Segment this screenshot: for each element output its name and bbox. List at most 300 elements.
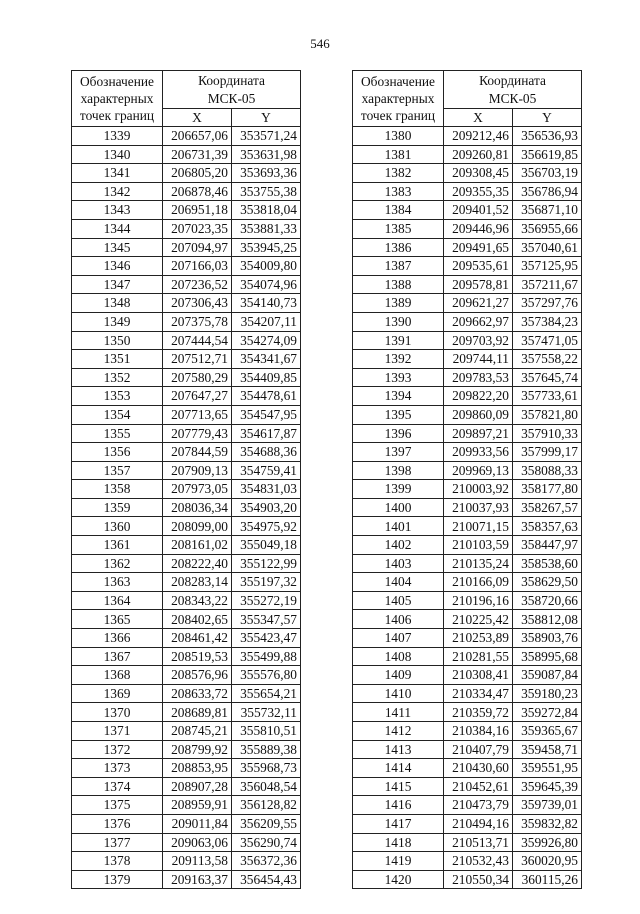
y-coordinate-cell: 353693,36 (232, 164, 301, 183)
header-coordinate (163, 71, 301, 109)
point-number-cell: 1375 (72, 796, 163, 815)
table-row (72, 331, 301, 350)
y-coordinate-cell: 357471,05 (513, 331, 582, 350)
point-number-cell: 1405 (353, 591, 444, 610)
table-row (353, 666, 582, 685)
x-coordinate-cell: 210494,16 (444, 814, 513, 833)
point-number-cell: 1365 (72, 610, 163, 629)
x-coordinate-cell: 206878,46 (163, 182, 232, 201)
table-row (353, 833, 582, 852)
x-coordinate-cell: 209621,27 (444, 294, 513, 313)
point-number-cell: 1339 (72, 127, 163, 146)
point-number-cell: 1361 (72, 536, 163, 555)
y-coordinate-cell: 353571,24 (232, 127, 301, 146)
x-coordinate-cell: 210359,72 (444, 703, 513, 722)
y-coordinate-cell: 354975,92 (232, 517, 301, 536)
y-coordinate-cell: 357211,67 (513, 275, 582, 294)
x-coordinate-cell: 208853,95 (163, 759, 232, 778)
point-number-cell: 1394 (353, 387, 444, 406)
x-coordinate-cell: 209535,61 (444, 257, 513, 276)
y-coordinate-cell: 354688,36 (232, 443, 301, 462)
x-coordinate-cell: 209783,53 (444, 368, 513, 387)
point-number-cell: 1363 (72, 573, 163, 592)
table-row (353, 517, 582, 536)
y-coordinate-cell: 356454,43 (232, 870, 301, 889)
y-coordinate-cell: 358538,60 (513, 554, 582, 573)
table-row (72, 796, 301, 815)
table-row (353, 629, 582, 648)
table-row (72, 703, 301, 722)
table-row (353, 610, 582, 629)
point-number-cell: 1402 (353, 536, 444, 555)
table-row (353, 424, 582, 443)
table-row (72, 740, 301, 759)
y-coordinate-cell: 356128,82 (232, 796, 301, 815)
x-coordinate-cell: 210407,79 (444, 740, 513, 759)
y-coordinate-cell: 355423,47 (232, 629, 301, 648)
y-coordinate-cell: 358357,63 (513, 517, 582, 536)
point-number-cell: 1417 (353, 814, 444, 833)
y-coordinate-cell: 358088,33 (513, 461, 582, 480)
point-number-cell: 1357 (72, 461, 163, 480)
x-coordinate-cell: 209163,37 (163, 870, 232, 889)
y-coordinate-cell: 355272,19 (232, 591, 301, 610)
table-row (72, 368, 301, 387)
point-number-cell: 1359 (72, 498, 163, 517)
point-number-cell: 1373 (72, 759, 163, 778)
table-row (353, 573, 582, 592)
table-row (353, 870, 582, 889)
y-coordinate-cell: 358177,80 (513, 480, 582, 499)
table-row (72, 257, 301, 276)
y-coordinate-cell: 355968,73 (232, 759, 301, 778)
point-number-cell: 1346 (72, 257, 163, 276)
table-row (353, 591, 582, 610)
table-row (72, 517, 301, 536)
y-coordinate-cell: 354140,73 (232, 294, 301, 313)
table-row (353, 182, 582, 201)
x-coordinate-cell: 209662,97 (444, 312, 513, 331)
point-number-cell: 1400 (353, 498, 444, 517)
x-coordinate-cell: 210473,79 (444, 796, 513, 815)
y-coordinate-cell: 357999,17 (513, 443, 582, 462)
point-number-cell: 1369 (72, 684, 163, 703)
x-coordinate-cell: 208343,22 (163, 591, 232, 610)
y-coordinate-cell: 355732,11 (232, 703, 301, 722)
table-row (72, 536, 301, 555)
point-number-cell: 1368 (72, 666, 163, 685)
x-coordinate-cell: 209308,45 (444, 164, 513, 183)
table-row (72, 610, 301, 629)
table-row (72, 684, 301, 703)
table-row (72, 164, 301, 183)
y-coordinate-cell: 356871,10 (513, 201, 582, 220)
table-row (353, 852, 582, 871)
page-number: 546 (310, 36, 330, 51)
y-coordinate-cell: 358629,50 (513, 573, 582, 592)
point-number-cell: 1377 (72, 833, 163, 852)
point-number-cell: 1407 (353, 629, 444, 648)
x-coordinate-cell: 207580,29 (163, 368, 232, 387)
coordinates-table-left (71, 70, 301, 889)
table-row (72, 498, 301, 517)
point-number-cell: 1347 (72, 275, 163, 294)
y-coordinate-cell: 354274,09 (232, 331, 301, 350)
y-coordinate-cell: 353945,25 (232, 238, 301, 257)
point-number-cell: 1406 (353, 610, 444, 629)
point-number-cell: 1350 (72, 331, 163, 350)
point-number-cell: 1398 (353, 461, 444, 480)
y-coordinate-cell: 354074,96 (232, 275, 301, 294)
point-number-cell: 1381 (353, 145, 444, 164)
y-coordinate-cell: 355810,51 (232, 722, 301, 741)
table-row (72, 759, 301, 778)
y-coordinate-cell: 354903,20 (232, 498, 301, 517)
point-number-cell: 1358 (72, 480, 163, 499)
table-row (353, 331, 582, 350)
y-coordinate-cell: 355889,38 (232, 740, 301, 759)
table-row (72, 312, 301, 331)
point-number-cell: 1419 (353, 852, 444, 871)
x-coordinate-cell: 208161,02 (163, 536, 232, 555)
y-coordinate-cell: 360020,95 (513, 852, 582, 871)
header-code-line: характерных (361, 90, 435, 106)
x-coordinate-cell: 206951,18 (163, 201, 232, 220)
table-row (72, 852, 301, 871)
table-body-right (353, 127, 582, 889)
y-coordinate-cell: 356619,85 (513, 145, 582, 164)
table-row (353, 461, 582, 480)
point-number-cell: 1404 (353, 573, 444, 592)
point-number-cell: 1374 (72, 777, 163, 796)
point-number-cell: 1415 (353, 777, 444, 796)
point-number-cell: 1354 (72, 405, 163, 424)
y-coordinate-cell: 357040,61 (513, 238, 582, 257)
x-coordinate-cell: 207444,54 (163, 331, 232, 350)
x-coordinate-cell: 209744,11 (444, 350, 513, 369)
table-row (72, 145, 301, 164)
point-number-cell: 1395 (353, 405, 444, 424)
x-coordinate-cell: 209355,35 (444, 182, 513, 201)
x-coordinate-cell: 207375,78 (163, 312, 232, 331)
point-number-cell: 1360 (72, 517, 163, 536)
table-row (353, 554, 582, 573)
y-coordinate-cell: 356536,93 (513, 127, 582, 146)
y-coordinate-cell: 354207,11 (232, 312, 301, 331)
x-coordinate-cell: 207094,97 (163, 238, 232, 257)
x-coordinate-cell: 209969,13 (444, 461, 513, 480)
header-coordinate-system: МСК-05 (488, 90, 537, 106)
y-coordinate-cell: 359180,23 (513, 684, 582, 703)
point-number-cell: 1366 (72, 629, 163, 648)
table-row (353, 684, 582, 703)
table-row (353, 740, 582, 759)
x-coordinate-cell: 207236,52 (163, 275, 232, 294)
x-coordinate-cell: 208745,21 (163, 722, 232, 741)
point-number-cell: 1388 (353, 275, 444, 294)
y-coordinate-cell: 359087,84 (513, 666, 582, 685)
point-number-cell: 1352 (72, 368, 163, 387)
table-row (72, 461, 301, 480)
header-coordinate (444, 71, 582, 109)
x-coordinate-cell: 209113,58 (163, 852, 232, 871)
table-row (72, 554, 301, 573)
x-coordinate-cell: 208402,65 (163, 610, 232, 629)
table-row (353, 145, 582, 164)
table-row (353, 722, 582, 741)
table-row (72, 405, 301, 424)
table-body-left (72, 127, 301, 889)
header-coordinate-system: МСК-05 (207, 90, 256, 106)
point-number-cell: 1367 (72, 647, 163, 666)
x-coordinate-cell: 206657,06 (163, 127, 232, 146)
y-coordinate-cell: 358812,08 (513, 610, 582, 629)
x-coordinate-cell: 209860,09 (444, 405, 513, 424)
y-coordinate-cell: 357384,23 (513, 312, 582, 331)
point-number-cell: 1386 (353, 238, 444, 257)
table-row (353, 368, 582, 387)
table-row (72, 424, 301, 443)
x-coordinate-cell: 208959,91 (163, 796, 232, 815)
table-row (72, 833, 301, 852)
y-coordinate-cell: 355499,88 (232, 647, 301, 666)
table-row (353, 647, 582, 666)
point-number-cell: 1341 (72, 164, 163, 183)
coordinates-table-right (352, 70, 582, 889)
y-coordinate-cell: 354478,61 (232, 387, 301, 406)
y-coordinate-cell: 358720,66 (513, 591, 582, 610)
table-row (72, 629, 301, 648)
point-number-cell: 1364 (72, 591, 163, 610)
x-coordinate-cell: 210003,92 (444, 480, 513, 499)
x-coordinate-cell: 210253,89 (444, 629, 513, 648)
header-code-line: точек границ (360, 108, 436, 124)
point-number-cell: 1396 (353, 424, 444, 443)
y-coordinate-cell: 356290,74 (232, 833, 301, 852)
y-coordinate-cell: 357910,33 (513, 424, 582, 443)
header-coordinate-line: Координата (479, 73, 546, 89)
x-coordinate-cell: 208461,42 (163, 629, 232, 648)
x-coordinate-cell: 209578,81 (444, 275, 513, 294)
table-row (72, 722, 301, 741)
point-number-cell: 1391 (353, 331, 444, 350)
x-coordinate-cell: 208283,14 (163, 573, 232, 592)
x-coordinate-cell: 208799,92 (163, 740, 232, 759)
y-coordinate-cell: 359926,80 (513, 833, 582, 852)
x-coordinate-cell: 209933,56 (444, 443, 513, 462)
point-number-cell: 1344 (72, 219, 163, 238)
x-coordinate-cell: 208576,96 (163, 666, 232, 685)
header-x: X (444, 109, 513, 127)
y-coordinate-cell: 353818,04 (232, 201, 301, 220)
x-coordinate-cell: 207973,05 (163, 480, 232, 499)
point-number-cell: 1376 (72, 814, 163, 833)
y-coordinate-cell: 358447,97 (513, 536, 582, 555)
x-coordinate-cell: 209063,06 (163, 833, 232, 852)
y-coordinate-cell: 356209,55 (232, 814, 301, 833)
table-row (353, 536, 582, 555)
x-coordinate-cell: 210452,61 (444, 777, 513, 796)
point-number-cell: 1345 (72, 238, 163, 257)
table-row (353, 312, 582, 331)
point-number-cell: 1342 (72, 182, 163, 201)
x-coordinate-cell: 209011,84 (163, 814, 232, 833)
y-coordinate-cell: 359458,71 (513, 740, 582, 759)
x-coordinate-cell: 207713,65 (163, 405, 232, 424)
y-coordinate-cell: 354341,67 (232, 350, 301, 369)
table-row (353, 443, 582, 462)
point-number-cell: 1420 (353, 870, 444, 889)
table-row (72, 591, 301, 610)
table-row (72, 480, 301, 499)
x-coordinate-cell: 207512,71 (163, 350, 232, 369)
header-coordinate-line: Координата (198, 73, 265, 89)
y-coordinate-cell: 359365,67 (513, 722, 582, 741)
point-number-cell: 1370 (72, 703, 163, 722)
x-coordinate-cell: 209703,92 (444, 331, 513, 350)
point-number-cell: 1414 (353, 759, 444, 778)
y-coordinate-cell: 357821,80 (513, 405, 582, 424)
header-code-line: Обозначение (80, 73, 154, 89)
y-coordinate-cell: 354409,85 (232, 368, 301, 387)
y-coordinate-cell: 353631,98 (232, 145, 301, 164)
point-number-cell: 1392 (353, 350, 444, 369)
y-coordinate-cell: 359739,01 (513, 796, 582, 815)
table-row (353, 257, 582, 276)
y-coordinate-cell: 360115,26 (513, 870, 582, 889)
y-coordinate-cell: 356703,19 (513, 164, 582, 183)
x-coordinate-cell: 210513,71 (444, 833, 513, 852)
point-number-cell: 1340 (72, 145, 163, 164)
table-row (353, 498, 582, 517)
x-coordinate-cell: 208036,34 (163, 498, 232, 517)
x-coordinate-cell: 209401,52 (444, 201, 513, 220)
point-number-cell: 1384 (353, 201, 444, 220)
point-number-cell: 1397 (353, 443, 444, 462)
y-coordinate-cell: 359832,82 (513, 814, 582, 833)
x-coordinate-cell: 207166,03 (163, 257, 232, 276)
point-number-cell: 1349 (72, 312, 163, 331)
y-coordinate-cell: 354617,87 (232, 424, 301, 443)
y-coordinate-cell: 355049,18 (232, 536, 301, 555)
point-number-cell: 1416 (353, 796, 444, 815)
x-coordinate-cell: 210071,15 (444, 517, 513, 536)
table-row (72, 814, 301, 833)
x-coordinate-cell: 210334,47 (444, 684, 513, 703)
x-coordinate-cell: 209260,81 (444, 145, 513, 164)
point-number-cell: 1371 (72, 722, 163, 741)
table-row (72, 350, 301, 369)
table-row (72, 443, 301, 462)
header-point-code (353, 71, 444, 127)
table-row (353, 480, 582, 499)
point-number-cell: 1393 (353, 368, 444, 387)
x-coordinate-cell: 208907,28 (163, 777, 232, 796)
point-number-cell: 1412 (353, 722, 444, 741)
table-row (72, 238, 301, 257)
x-coordinate-cell: 210225,42 (444, 610, 513, 629)
x-coordinate-cell: 207909,13 (163, 461, 232, 480)
x-coordinate-cell: 208222,40 (163, 554, 232, 573)
y-coordinate-cell: 356955,66 (513, 219, 582, 238)
table-row (353, 238, 582, 257)
table-row (353, 164, 582, 183)
point-number-cell: 1348 (72, 294, 163, 313)
point-number-cell: 1362 (72, 554, 163, 573)
y-coordinate-cell: 354831,03 (232, 480, 301, 499)
y-coordinate-cell: 355347,57 (232, 610, 301, 629)
header-code-line: Обозначение (361, 73, 435, 89)
table-row (353, 796, 582, 815)
x-coordinate-cell: 207647,27 (163, 387, 232, 406)
point-number-cell: 1401 (353, 517, 444, 536)
table-row (72, 219, 301, 238)
point-number-cell: 1351 (72, 350, 163, 369)
point-number-cell: 1408 (353, 647, 444, 666)
y-coordinate-cell: 357733,61 (513, 387, 582, 406)
table-row (353, 275, 582, 294)
y-coordinate-cell: 357645,74 (513, 368, 582, 387)
y-coordinate-cell: 354547,95 (232, 405, 301, 424)
y-coordinate-cell: 354759,41 (232, 461, 301, 480)
x-coordinate-cell: 210166,09 (444, 573, 513, 592)
point-number-cell: 1410 (353, 684, 444, 703)
table-row (72, 647, 301, 666)
point-number-cell: 1380 (353, 127, 444, 146)
y-coordinate-cell: 359645,39 (513, 777, 582, 796)
table-row (353, 350, 582, 369)
table-row (353, 405, 582, 424)
table-row (353, 201, 582, 220)
y-coordinate-cell: 359551,95 (513, 759, 582, 778)
x-coordinate-cell: 210103,59 (444, 536, 513, 555)
table-row (353, 294, 582, 313)
point-number-cell: 1387 (353, 257, 444, 276)
x-coordinate-cell: 208099,00 (163, 517, 232, 536)
x-coordinate-cell: 207306,43 (163, 294, 232, 313)
x-coordinate-cell: 210550,34 (444, 870, 513, 889)
x-coordinate-cell: 207779,43 (163, 424, 232, 443)
point-number-cell: 1399 (353, 480, 444, 499)
x-coordinate-cell: 208633,72 (163, 684, 232, 703)
header-y: Y (232, 109, 301, 127)
x-coordinate-cell: 210384,16 (444, 722, 513, 741)
x-coordinate-cell: 209212,46 (444, 127, 513, 146)
table-row (353, 777, 582, 796)
point-number-cell: 1356 (72, 443, 163, 462)
x-coordinate-cell: 209491,65 (444, 238, 513, 257)
table-row (72, 275, 301, 294)
x-coordinate-cell: 209446,96 (444, 219, 513, 238)
point-number-cell: 1403 (353, 554, 444, 573)
y-coordinate-cell: 355654,21 (232, 684, 301, 703)
y-coordinate-cell: 356786,94 (513, 182, 582, 201)
point-number-cell: 1418 (353, 833, 444, 852)
point-number-cell: 1413 (353, 740, 444, 759)
y-coordinate-cell: 353755,38 (232, 182, 301, 201)
y-coordinate-cell: 358995,68 (513, 647, 582, 666)
point-number-cell: 1353 (72, 387, 163, 406)
point-number-cell: 1343 (72, 201, 163, 220)
x-coordinate-cell: 210308,41 (444, 666, 513, 685)
table-row (353, 219, 582, 238)
point-number-cell: 1385 (353, 219, 444, 238)
x-coordinate-cell: 210196,16 (444, 591, 513, 610)
y-coordinate-cell: 355122,99 (232, 554, 301, 573)
table-row (353, 703, 582, 722)
x-coordinate-cell: 206805,20 (163, 164, 232, 183)
x-coordinate-cell: 210430,60 (444, 759, 513, 778)
